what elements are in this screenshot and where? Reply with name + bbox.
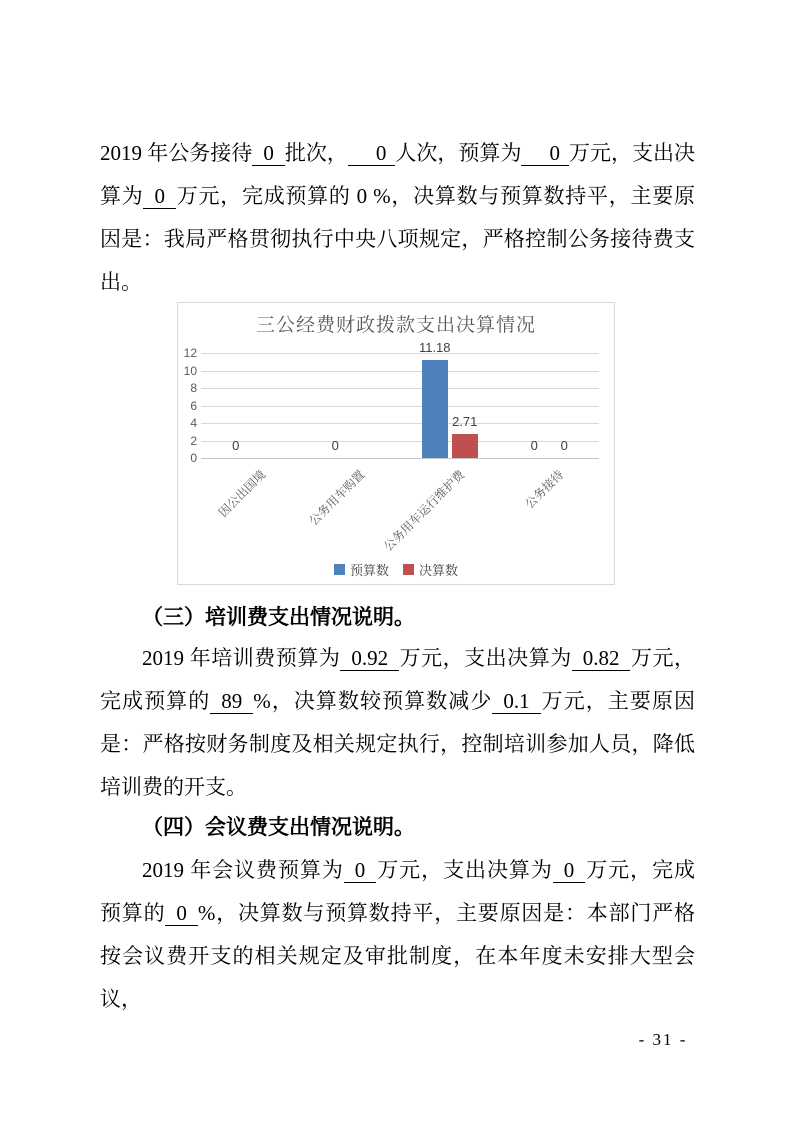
blank-value: 0 xyxy=(252,141,285,166)
text-run: 万元，支出决算为 xyxy=(399,646,572,670)
paragraph-meeting-fee xyxy=(100,849,695,1021)
chart-legend xyxy=(178,560,614,579)
data-label: 0 xyxy=(331,438,339,453)
text-run: %，决算数与预算数持平，主要原因是：本部门严格按会议费开支的相关规定及审批制度，在本年度未安排大型会议， xyxy=(100,901,695,1011)
bar xyxy=(422,360,448,458)
x-axis-category-label: 因公出国境 xyxy=(215,467,269,520)
plot-area xyxy=(178,303,614,584)
blank-value: 0 xyxy=(344,858,377,883)
legend-item xyxy=(403,560,458,579)
gridline xyxy=(201,371,599,372)
text-run: 万元，支出决算为 xyxy=(100,141,696,208)
data-label: 2.71 xyxy=(452,414,478,430)
gridline xyxy=(201,388,599,389)
text-run: 万元，完成预算的 xyxy=(100,858,696,925)
text-run: 2019 年培训费预算为 xyxy=(142,646,341,670)
data-label: 11.18 xyxy=(418,340,451,356)
x-axis-category-label: 公务用车购置 xyxy=(306,467,368,529)
y-axis-tick-label: 6 xyxy=(190,398,197,413)
blank-value: 0 xyxy=(143,184,176,209)
paragraph-official-reception xyxy=(100,132,695,304)
data-label: 0 xyxy=(530,438,538,453)
x-axis-category-label: 公务用车运行维护费 xyxy=(380,467,468,554)
text-run: 万元，完成预算的 0 %，决算数与预算数持平，主要原因是：我局严格贯彻执行中央八项规定，严格控制公务接待费支出。 xyxy=(100,184,695,294)
legend-swatch-icon xyxy=(334,564,345,575)
text-run: 人次，预算为 xyxy=(395,141,522,165)
text-run: 万元，主要原因是：严格按财务制度及相关规定执行，控制培训参加人员，降低培训费的开支。 xyxy=(100,689,696,799)
y-axis-tick-label: 0 xyxy=(190,451,197,465)
legend-item xyxy=(334,560,389,579)
data-label: 0 xyxy=(560,438,568,453)
blank-value: 0 xyxy=(165,901,198,926)
y-axis-tick-label: 10 xyxy=(183,363,197,378)
text-run: 万元，支出决算为 xyxy=(376,858,553,882)
page-number: - 31 - xyxy=(638,1030,688,1049)
text-run: 批次， xyxy=(284,141,348,165)
x-axis-category-label: 公务接待 xyxy=(522,467,567,512)
paragraph-training-fee xyxy=(100,637,695,809)
y-axis-tick-label: 8 xyxy=(190,381,197,395)
blank-value: 0.1 xyxy=(492,689,540,714)
text-run: 2019 年公务接待 xyxy=(100,141,253,165)
y-axis-tick-label: 2 xyxy=(190,433,197,448)
gridline xyxy=(201,458,599,459)
legend-label: 预算数 xyxy=(349,563,389,578)
text-run: %，决算数较预算数减少 xyxy=(253,689,493,713)
section-heading-training-fee: （三）培训费支出情况说明。 xyxy=(142,605,415,629)
blank-value: 0.92 xyxy=(340,646,399,671)
gridline xyxy=(201,353,599,354)
bar xyxy=(452,434,478,458)
blank-value: 0 xyxy=(348,141,396,166)
chart-title: 三公经费财政拨款支出决算情况 xyxy=(255,315,536,336)
blank-value: 0 xyxy=(521,141,569,166)
text-run: 2019 年会议费预算为 xyxy=(142,858,344,882)
blank-value: 89 xyxy=(210,689,253,714)
legend-swatch-icon xyxy=(403,564,414,575)
data-label: 0 xyxy=(232,438,240,453)
text-run: 万元，完成预算的 xyxy=(100,646,696,713)
y-axis-tick-label: 12 xyxy=(183,346,197,360)
blank-value: 0 xyxy=(553,858,586,883)
legend-label: 决算数 xyxy=(419,563,459,578)
blank-value: 0.82 xyxy=(572,646,631,671)
gridline xyxy=(201,406,599,407)
expense-bar-chart xyxy=(177,302,615,585)
gridline xyxy=(201,423,599,424)
y-axis-tick-label: 4 xyxy=(190,416,197,430)
section-heading-meeting-fee: （四）会议费支出情况说明。 xyxy=(142,815,415,839)
